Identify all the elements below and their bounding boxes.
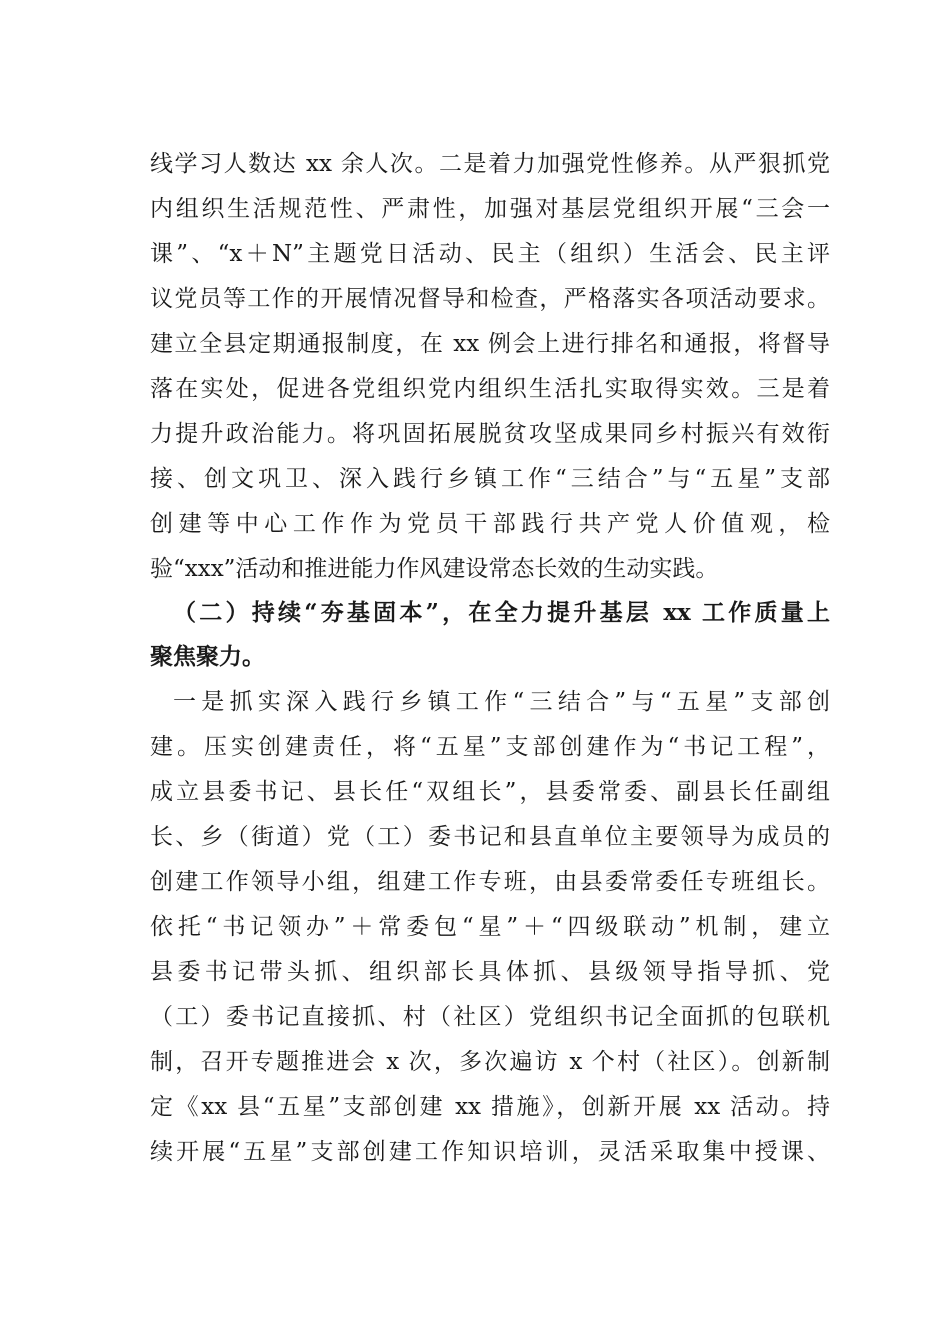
body-text-line: 续开展“五星”支部创建工作知识培训，灵活采取集中授课、	[150, 1139, 830, 1165]
body-text-line: 创建等中心工作作为党员干部践行共产党人价值观，检	[150, 511, 830, 537]
body-text-line: 议党员等工作的开展情况督导和检查，严格落实各项活动要求。	[150, 286, 830, 312]
body-text-line: 长、乡（街道）党（工）委书记和县直单位主要领导为成员的	[150, 824, 830, 850]
body-text-line: 课”、“x＋N”主题党日活动、民主（组织）生活会、民主评	[150, 241, 830, 267]
body-text-line: （工）委书记直接抓、村（社区）党组织书记全面抓的包联机	[150, 1004, 830, 1030]
body-text-line: 成立县委书记、县长任“双组长”，县委常委、副县长任副组	[150, 779, 830, 805]
body-text-line: 定《xx 县“五星”支部创建 xx 措施》，创新开展 xx 活动。持	[150, 1094, 830, 1120]
body-text-line: 验“xxx”活动和推进能力作风建设常态长效的生动实践。	[150, 556, 719, 582]
paragraph-first-line: 一是抓实深入践行乡镇工作“三结合”与“五星”支部创	[173, 689, 830, 715]
body-text-line: 制，召开专题推进会 x 次，多次遍访 x 个村（社区）。创新制	[150, 1049, 830, 1075]
body-text-line: 建。压实创建责任，将“五星”支部创建作为“书记工程”，	[150, 734, 830, 760]
body-text-line: 创建工作领导小组，组建工作专班，由县委常委任专班组长。	[150, 869, 830, 895]
body-text-line: 内组织生活规范性、严肃性，加强对基层党组织开展“三会一	[150, 196, 830, 222]
body-text-line: 落在实处，促进各党组织党内组织生活扎实取得实效。三是着	[150, 376, 830, 402]
body-text-line: 依托“书记领办”＋常委包“星”＋“四级联动”机制，建立	[150, 914, 830, 940]
body-text-line: 建立全县定期通报制度，在 xx 例会上进行排名和通报，将督导	[150, 331, 830, 357]
body-text-line: 线学习人数达 xx 余人次。二是着力加强党性修养。从严狠抓党	[150, 151, 830, 177]
body-text-line: 县委书记带头抓、组织部长具体抓、县级领导指导抓、党	[150, 959, 830, 985]
body-text-line: 接、创文巩卫、深入践行乡镇工作“三结合”与“五星”支部	[150, 466, 830, 492]
body-text-line: 力提升政治能力。将巩固拓展脱贫攻坚成果同乡村振兴有效衔	[150, 421, 830, 447]
section-heading: （二）持续“夯基固本”，在全力提升基层 xx 工作质量上	[173, 599, 830, 626]
section-heading-cont: 聚焦聚力。	[150, 643, 265, 670]
